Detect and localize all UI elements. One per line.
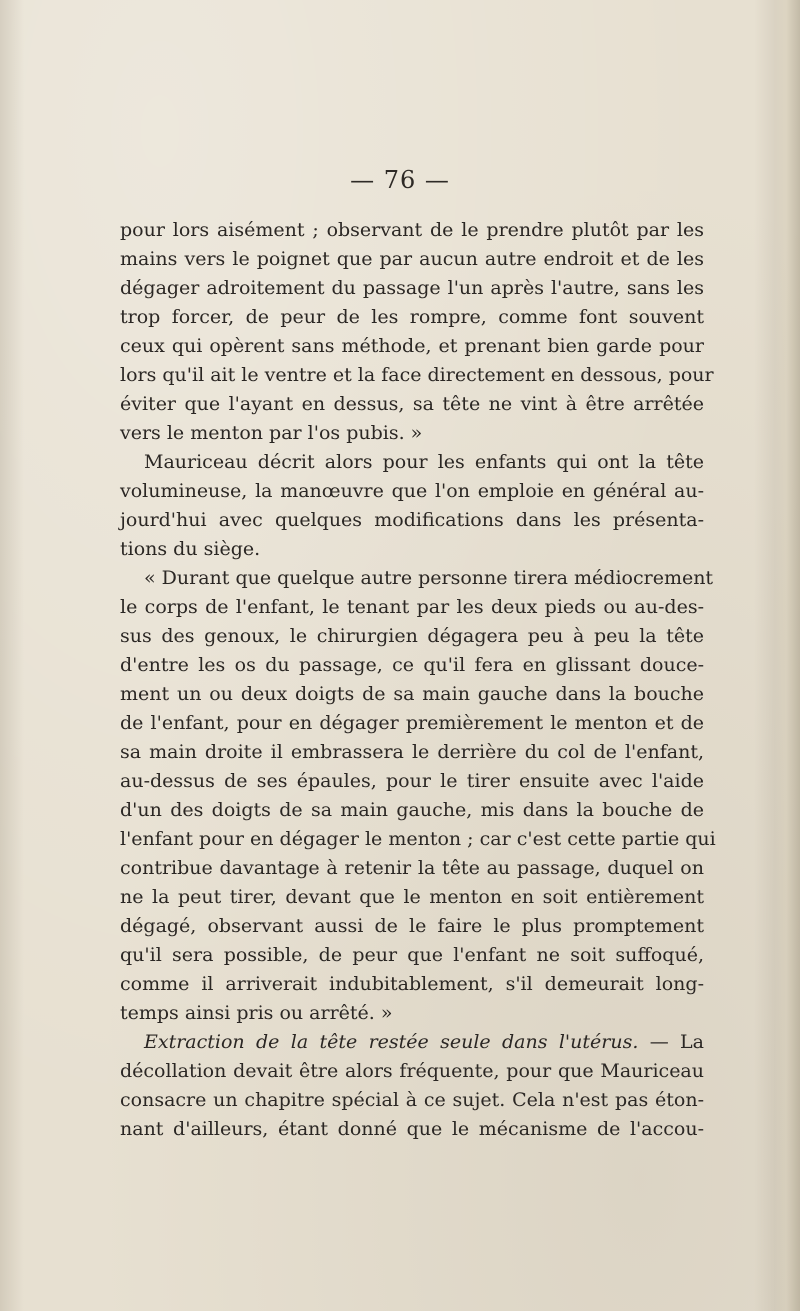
text-line: dégager adroitement du passage l'un après l'autre, sans les (120, 277, 704, 299)
text-line: ment un ou deux doigts de sa main gauche dans la bouche (120, 683, 704, 705)
text-line: jourd'hui avec quelques modifications dans les présenta- (120, 509, 704, 531)
text-line: mains vers le poignet que par aucun autre endroit et de les (120, 248, 704, 270)
heading-continuation: — La (649, 1031, 705, 1053)
text-line: de l'enfant, pour en dégager premièrement le menton et de (120, 712, 704, 734)
text-line: comme il arriverait indubitablement, s'il demeurait long- (120, 973, 704, 995)
text-line: sa main droite il embrassera le derrière du col de l'enfant, (120, 741, 704, 763)
text-line: sus des genoux, le chirurgien dégagera peu à peu la tête (120, 625, 704, 647)
text-line: décollation devait être alors fréquente, pour que Mauriceau (120, 1060, 704, 1082)
page-number: — 76 — (350, 166, 450, 194)
body-text (120, 216, 716, 1144)
text-line: au-dessus de ses épaules, pour le tirer ensuite avec l'aide (120, 770, 704, 792)
text-line: ne la peut tirer, devant que le menton en soit entièrement (120, 886, 704, 908)
text-line: dégagé, observant aussi de le faire le plus promptement (120, 915, 704, 937)
text-line: nant d'ailleurs, étant donné que le mécanisme de l'accou- (120, 1118, 704, 1140)
text-line: volumineuse, la manœuvre que l'on emploie en général au- (120, 480, 704, 502)
text-line: d'entre les os du passage, ce qu'il fera en glissant douce- (120, 654, 704, 676)
text-line: lors qu'il ait le ventre et la face directement en dessous, pour (120, 364, 714, 386)
text-line: ceux qui opèrent sans méthode, et prenant bien garde pour (120, 335, 704, 357)
section-heading-line (120, 1028, 704, 1057)
text-line: l'enfant pour en dégager le menton ; car c'est cette partie qui (120, 828, 716, 850)
text-line: contribue davantage à retenir la tête au passage, duquel on (120, 857, 704, 879)
text-line: d'un des doigts de sa main gauche, mis dans la bouche de (120, 799, 704, 821)
paragraph-start-line: Mauriceau décrit alors pour les enfants qui ont la tête (144, 451, 704, 473)
text-line: temps ainsi pris ou arrêté. » (120, 1002, 393, 1024)
text-line: éviter que l'ayant en dessus, sa tête ne vint à être arrêtée (120, 393, 704, 415)
text-line: tions du siège. (120, 538, 261, 560)
text-line: vers le menton par l'os pubis. » (120, 422, 423, 444)
text-line: consacre un chapitre spécial à ce sujet. Cela n'est pas éton- (120, 1089, 704, 1111)
page-left-shadow (0, 0, 24, 1311)
text-line: pour lors aisément ; observant de le prendre plutôt par les (120, 219, 704, 241)
section-heading: Extraction de la tête restée seule dans l'utérus. (144, 1031, 639, 1053)
page-spine-shadow (754, 0, 800, 1311)
paragraph-start-line: « Durant que quelque autre personne tirera médiocrement (144, 567, 714, 589)
text-line: trop forcer, de peur de les rompre, comme font souvent (120, 306, 704, 328)
text-line: qu'il sera possible, de peur que l'enfant ne soit suffoqué, (120, 944, 704, 966)
text-line: le corps de l'enfant, le tenant par les deux pieds ou au-des- (120, 596, 704, 618)
